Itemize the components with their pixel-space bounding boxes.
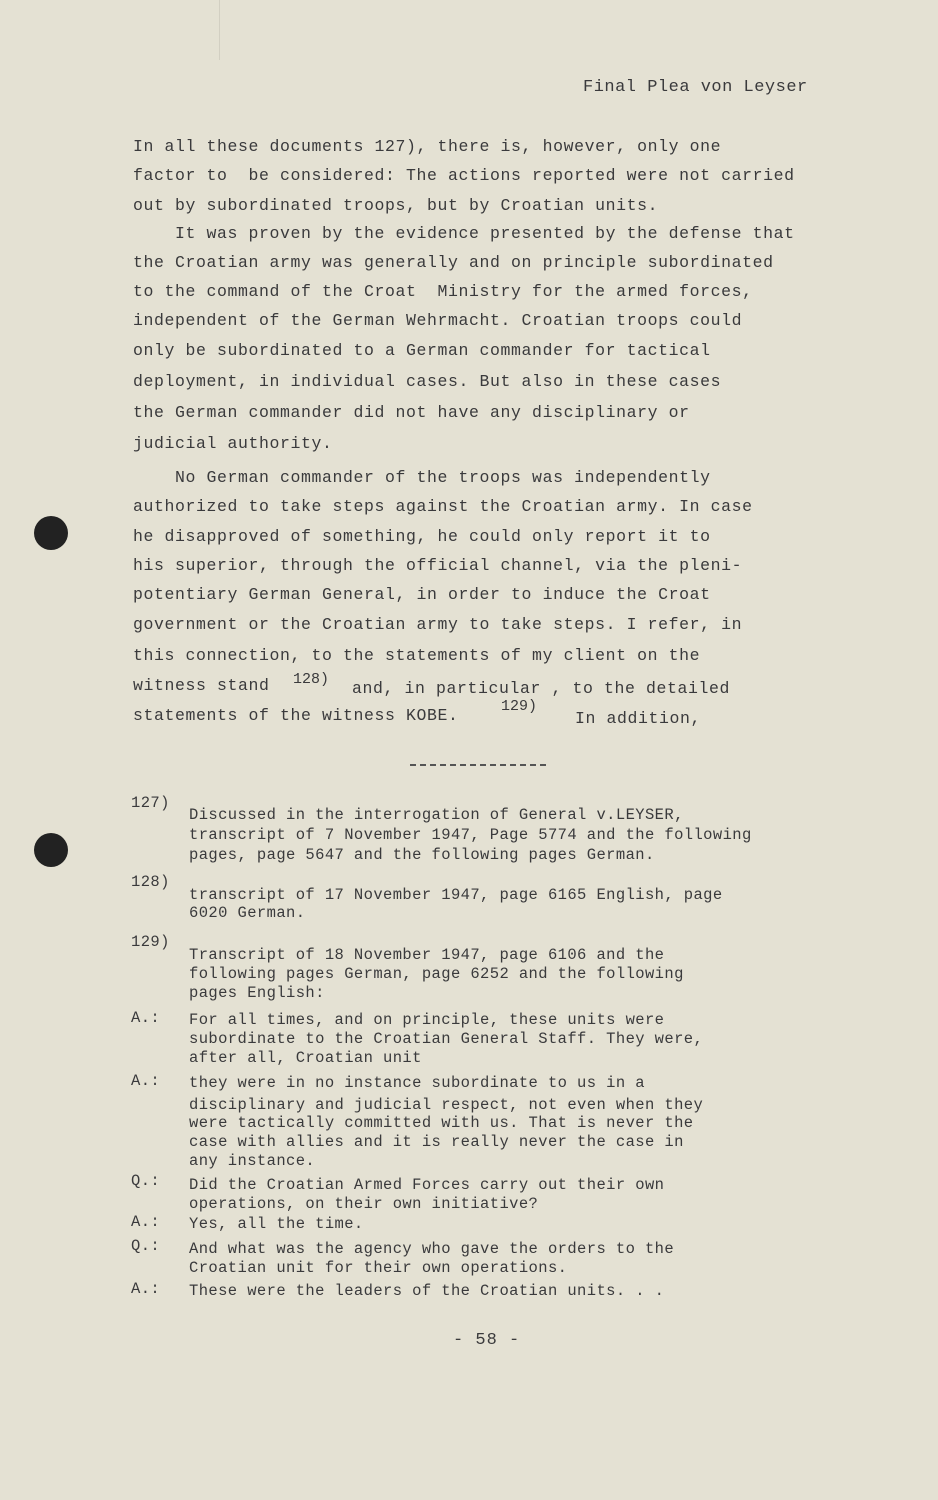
qa-line: case with allies and it is really never the case in bbox=[189, 1133, 684, 1151]
body-line: government or the Croatian army to take steps. I refer, in bbox=[133, 615, 743, 634]
body-line: No German commander of the troops was independently bbox=[133, 468, 711, 487]
footnote-marker: 128) bbox=[131, 873, 170, 891]
body-line: and, in particular , to the detailed bbox=[352, 679, 731, 698]
body-line: potentiary German General, in order to induce the Croat bbox=[133, 585, 711, 604]
qa-speaker: Q.: bbox=[131, 1172, 161, 1190]
footnote-line: Transcript of 18 November 1947, page 6106 and the bbox=[189, 946, 665, 964]
paper-crease bbox=[219, 0, 220, 60]
body-line: the German commander did not have any disciplinary or bbox=[133, 403, 690, 422]
body-line: only be subordinated to a German commander for tactical bbox=[133, 341, 711, 360]
punch-hole bbox=[34, 516, 68, 550]
qa-line: after all, Croatian unit bbox=[189, 1049, 422, 1067]
qa-line: And what was the agency who gave the orders to the bbox=[189, 1240, 675, 1258]
footnote-line: Discussed in the interrogation of General v.LEYSER, bbox=[189, 806, 684, 824]
qa-line: were tactically committed with us. That is never the bbox=[189, 1114, 694, 1132]
body-line: It was proven by the evidence presented by the defense that bbox=[133, 224, 795, 243]
qa-line: operations, on their own initiative? bbox=[189, 1195, 539, 1213]
body-line: factor to be considered: The actions reported were not carried bbox=[133, 166, 795, 185]
footnote-line: pages, page 5647 and the following pages German. bbox=[189, 846, 655, 864]
punch-hole bbox=[34, 833, 68, 867]
footnote-line: following pages German, page 6252 and the following bbox=[189, 965, 684, 983]
qa-speaker: A.: bbox=[131, 1213, 161, 1231]
body-line: this connection, to the statements of my client on the bbox=[133, 646, 701, 665]
qa-line: For all times, and on principle, these units were bbox=[189, 1011, 665, 1029]
footnote-ref-128: 128) bbox=[293, 671, 330, 688]
footnote-line: 6020 German. bbox=[189, 904, 306, 922]
body-line: independent of the German Wehrmacht. Croatian troops could bbox=[133, 311, 743, 330]
body-line: In all these documents 127), there is, however, only one bbox=[133, 137, 722, 156]
body-line: statements of the witness KOBE. bbox=[133, 706, 459, 725]
page-number: - 58 - bbox=[453, 1331, 521, 1350]
footnote-line: transcript of 17 November 1947, page 6165 English, page bbox=[189, 886, 723, 904]
footnote-divider bbox=[410, 764, 546, 766]
qa-line: These were the leaders of the Croatian units. . . bbox=[189, 1282, 665, 1300]
footnote-marker: 129) bbox=[131, 933, 170, 951]
footnote-line: transcript of 7 November 1947, Page 5774 and the following bbox=[189, 826, 752, 844]
body-line: deployment, in individual cases. But also in these cases bbox=[133, 372, 722, 391]
page-header: Final Plea von Leyser bbox=[583, 78, 808, 97]
qa-speaker: A.: bbox=[131, 1072, 161, 1090]
body-line: out by subordinated troops, but by Croatian units. bbox=[133, 196, 659, 215]
body-line: the Croatian army was generally and on principle subordinated bbox=[133, 253, 774, 272]
body-line: authorized to take steps against the Croatian army. In case bbox=[133, 497, 753, 516]
qa-line: disciplinary and judicial respect, not even when they bbox=[189, 1096, 704, 1114]
body-line: witness stand bbox=[133, 676, 270, 695]
body-line: judicial authority. bbox=[133, 434, 333, 453]
qa-speaker: Q.: bbox=[131, 1237, 161, 1255]
qa-line: Croatian unit for their own operations. bbox=[189, 1259, 568, 1277]
qa-speaker: A.: bbox=[131, 1009, 161, 1027]
qa-line: Yes, all the time. bbox=[189, 1215, 364, 1233]
body-line: his superior, through the official channel, via the pleni- bbox=[133, 556, 743, 575]
qa-speaker: A.: bbox=[131, 1280, 161, 1298]
qa-line: they were in no instance subordinate to us in a bbox=[189, 1074, 645, 1092]
body-line: he disapproved of something, he could only report it to bbox=[133, 527, 711, 546]
body-line: In addition, bbox=[575, 709, 702, 728]
qa-line: any instance. bbox=[189, 1152, 316, 1170]
footnote-line: pages English: bbox=[189, 984, 325, 1002]
footnote-ref-129: 129) bbox=[501, 698, 538, 715]
qa-line: Did the Croatian Armed Forces carry out their own bbox=[189, 1176, 665, 1194]
qa-line: subordinate to the Croatian General Staff. They were, bbox=[189, 1030, 704, 1048]
footnote-marker: 127) bbox=[131, 794, 170, 812]
body-line: to the command of the Croat Ministry for the armed forces, bbox=[133, 282, 753, 301]
